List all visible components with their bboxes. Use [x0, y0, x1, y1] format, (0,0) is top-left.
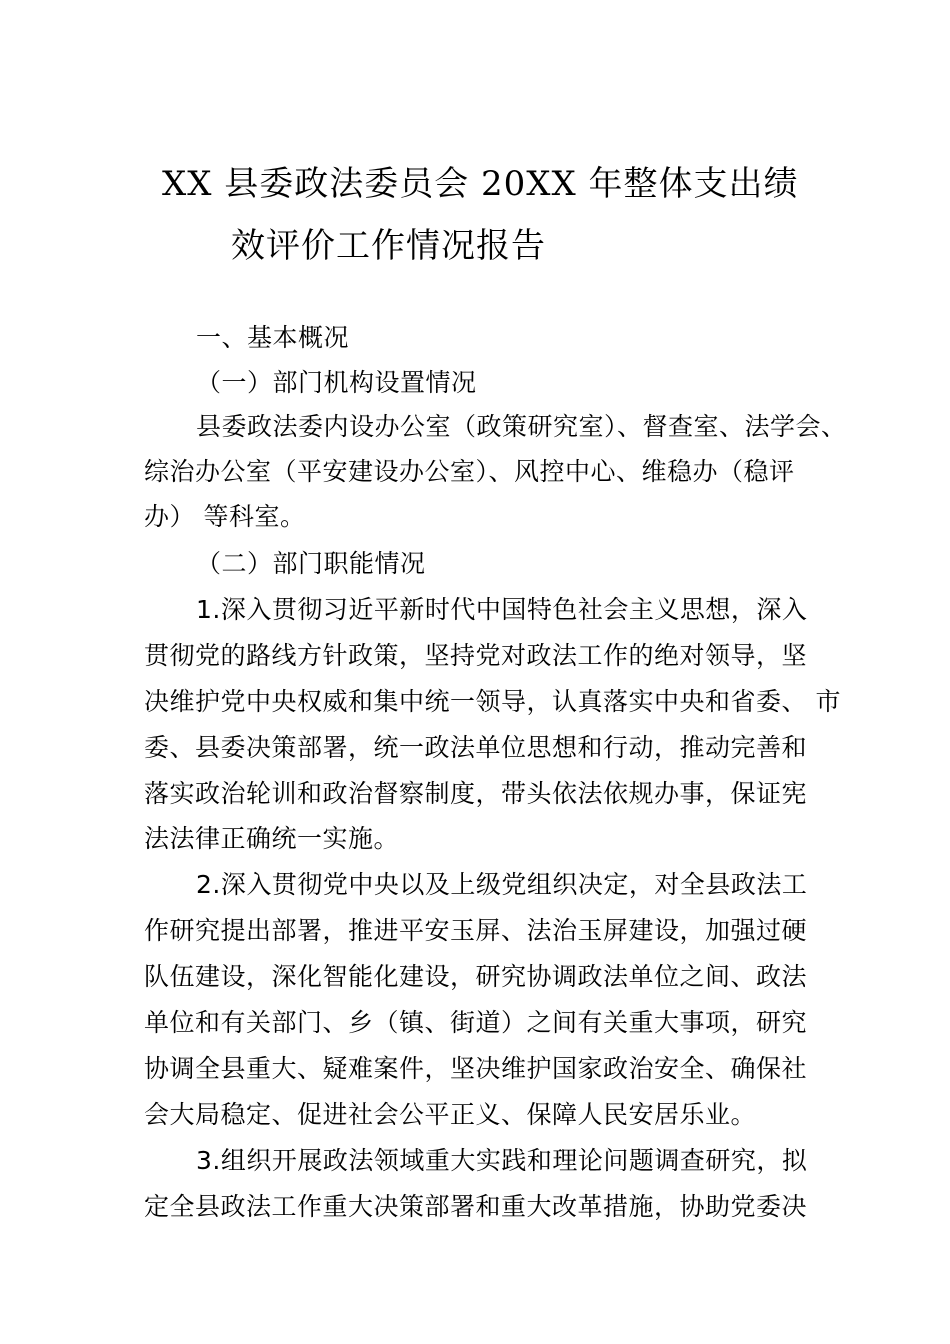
subsection-heading-institution: （一）部门机构设置情况: [196, 368, 477, 397]
paragraph-line: 落实政治轮训和政治督察制度，带头依法依规办事，保证宪: [144, 779, 808, 808]
paragraph-line: 决维护党中央权威和集中统一领导，认真落实中央和省委、 市: [144, 687, 841, 716]
paragraph-line: 1.深入贯彻习近平新时代中国特色社会主义思想，深入: [196, 595, 808, 624]
paragraph-line: 县委政法委内设办公室（政策研究室）、督查室、法学会、: [196, 412, 847, 441]
subsection-heading-functions: （二）部门职能情况: [196, 549, 426, 578]
paragraph-line: 定全县政法工作重大决策部署和重大改革措施，协助党委决: [144, 1192, 808, 1221]
paragraph-line: 2.深入贯彻党中央以及上级党组织决定，对全县政法工: [196, 870, 808, 899]
document-title-line-2: 效评价工作情况报告: [231, 226, 546, 266]
paragraph-line: 3.组织开展政法领域重大实践和理论问题调查研究，拟: [196, 1146, 808, 1175]
paragraph-line: 队伍建设，深化智能化建设，研究协调政法单位之间、政法: [144, 962, 808, 991]
paragraph-line: 贯彻党的路线方针政策，坚持党对政法工作的绝对领导，坚: [144, 641, 808, 670]
paragraph-line: 法法律正确统一实施。: [144, 824, 400, 853]
paragraph-line: 作研究提出部署，推进平安玉屏、法治玉屏建设，加强过硬: [144, 916, 808, 945]
paragraph-line: 协调全县重大、疑难案件，坚决维护国家政治安全、确保社: [144, 1054, 808, 1083]
section-heading-basic-overview: 一、基本概况: [196, 323, 350, 352]
document-title-line-1: XX 县委政法委员会 20XX 年整体支出绩: [162, 164, 799, 204]
paragraph-line: 委、县委决策部署，统一政法单位思想和行动，推动完善和: [144, 733, 808, 762]
paragraph-line: 综治办公室（平安建设办公室）、风控中心、维稳办（稳评: [144, 457, 795, 486]
paragraph-line: 单位和有关部门、乡（镇、街道）之间有关重大事项，研究: [144, 1008, 808, 1037]
paragraph-line: 办） 等科室。: [144, 502, 306, 531]
paragraph-line: 会大局稳定、促进社会公平正义、保障人民安居乐业。: [144, 1100, 757, 1129]
